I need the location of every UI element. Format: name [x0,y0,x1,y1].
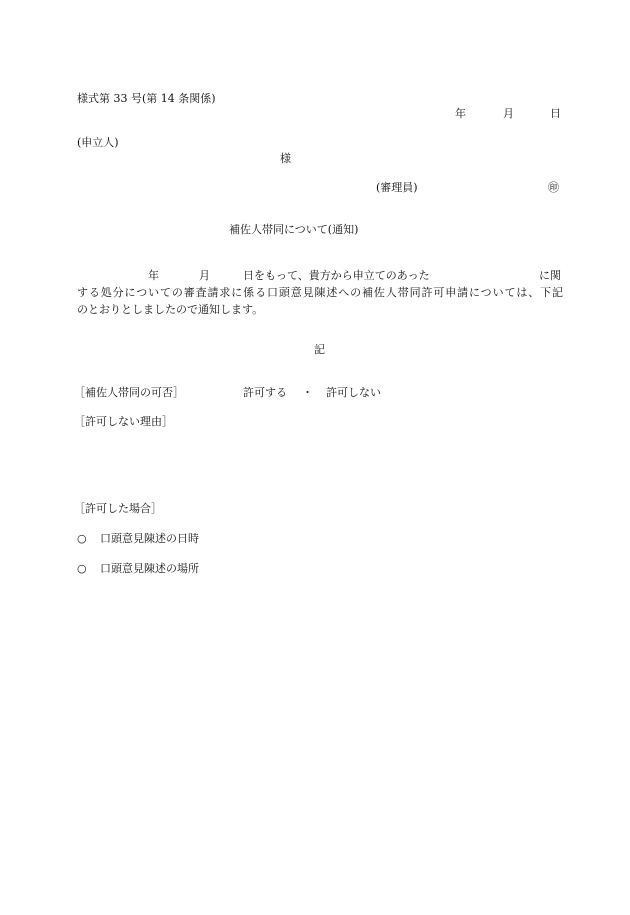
list-item [77,532,199,545]
item-text: 口頭意見陳述の場所 [100,562,199,575]
permit-option: 許可する [243,386,287,399]
body-line-3 [77,301,563,318]
list-item [77,562,199,575]
deny-option: 許可しない [326,386,381,399]
body-line1-text: 日をもって、貴方から申立てのあった [243,269,430,282]
applicant-label: (申立人) [77,136,119,149]
body-paragraph [77,267,563,318]
date-line [0,108,630,122]
body-year: 年 [148,269,159,282]
honorific-sama: 様 [280,152,291,165]
body-line-1 [77,267,563,284]
body-month: 月 [199,269,210,282]
ki-heading: 記 [314,343,325,356]
option-separator: ・ [302,386,313,399]
body-line2-text: する処分についての審査請求に係る口頭意見陳述への補佐人帯同許可申請については、下記 [77,286,563,299]
item-bullet: ○ [77,532,87,545]
denial-reason-label: ［許可しない理由］ [74,415,173,428]
approval-label: ［補佐人帯同の可否］ [74,386,184,399]
date-year: 年 [455,107,466,120]
permitted-case-label: ［許可した場合］ [74,502,162,515]
item-text: 口頭意見陳述の日時 [100,532,199,545]
document-title: 補佐人帯同について(通知) [229,223,359,236]
date-day: 日 [550,107,561,120]
body-line3-text: のとおりとしましたので通知します。 [77,303,264,316]
form-number: 様式第 33 号(第 14 条関係) [77,92,216,105]
date-month: 月 [503,107,514,120]
body-line1-end: に関 [539,269,561,282]
item-bullet: ○ [77,562,87,575]
seal-mark: ㊞ [548,181,559,194]
examiner-label: (審理員) [376,181,418,194]
body-line-2 [77,284,563,301]
